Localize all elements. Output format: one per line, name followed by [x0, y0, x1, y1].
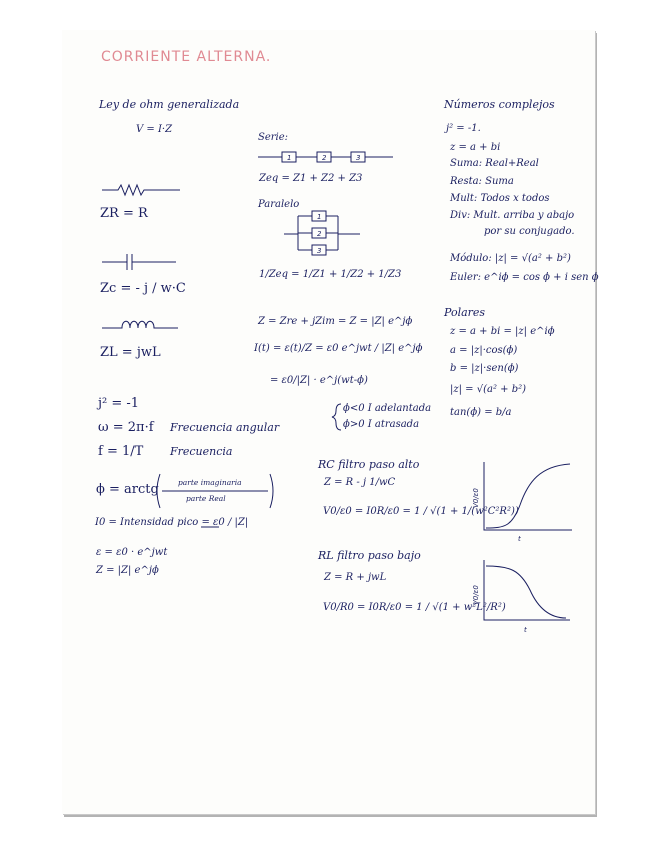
complex-line-3: Suma: Real+Real	[450, 158, 539, 169]
ohm-formula: V = I·Z	[136, 124, 173, 135]
rl-impedance: Z = R + jwL	[324, 572, 387, 583]
phase-lag: ϕ>0 I atrasada	[343, 419, 420, 430]
rl-graph-x-label: t	[524, 626, 527, 634]
parallel-formula: 1/Zeq = 1/Z1 + 1/Z2 + 1/Z3	[259, 269, 402, 280]
z-polar: Z = |Z| e^jϕ	[96, 565, 159, 576]
series-formula: Zeq = Z1 + Z2 + Z3	[259, 173, 363, 184]
rl-ratio: V0/R0 = I0R/ε0 = 1 / √(1 + w²L²/R²)	[323, 602, 506, 613]
parallel-heading: Paralelo	[258, 199, 300, 210]
impedance-line-3: = ε0/|Z| · e^j(wt-ϕ)	[270, 375, 368, 386]
complex-line-4: Resta: Suma	[450, 176, 514, 187]
series-box-1: 1	[287, 154, 292, 162]
rc-heading: RC filtro paso alto	[318, 458, 420, 471]
rc-graph-y-label: V0/ε0	[472, 488, 480, 508]
euler-formula: Euler: e^iϕ = cos ϕ + i sen ϕ	[450, 272, 599, 283]
rc-graph-x-label: t	[518, 535, 521, 543]
emf-formula: ε = ε0 · e^jwt	[96, 547, 168, 558]
polar-line-1: z = a + bi = |z| e^iϕ	[450, 326, 555, 337]
series-heading: Serie:	[258, 132, 289, 143]
phi-denominator: parte Real	[186, 494, 226, 503]
impedance-line-2: I(t) = ε(t)/Z = ε0 e^jwt / |Z| e^jϕ	[254, 343, 423, 354]
complex-heading: Números complejos	[444, 98, 555, 111]
rl-heading: RL filtro paso bajo	[318, 549, 421, 562]
series-box-2: 2	[322, 154, 327, 162]
rc-impedance: Z = R - j 1/wC	[324, 477, 396, 488]
rl-graph-y-label: V0/ε0	[472, 585, 480, 605]
polar-line-4: |z| = √(a² + b²)	[450, 384, 527, 395]
ohm-heading: Ley de ohm generalizada	[99, 98, 240, 111]
frequency-label: Frecuencia	[170, 445, 233, 458]
complex-line-6: Div: Mult. arriba y abajo	[450, 210, 575, 221]
complex-line-1: j² = -1.	[446, 123, 481, 134]
parallel-box-2: 2	[317, 230, 322, 238]
parallel-box-3: 3	[317, 247, 322, 255]
parallel-box-1: 1	[317, 213, 322, 221]
polar-line-2: a = |z|·cos(ϕ)	[450, 345, 518, 356]
modulus-formula: Módulo: |z| = √(a² + b²)	[450, 253, 571, 264]
polar-heading: Polares	[444, 306, 486, 319]
complex-line-7: por su conjugado.	[484, 226, 575, 237]
peak-current: I0 = Intensidad pico = ε0 / |Z|	[95, 517, 249, 528]
j-squared: j² = -1	[98, 396, 140, 411]
zl-formula: ZL = jwL	[100, 345, 161, 360]
page-title: CORRIENTE ALTERNA.	[101, 49, 272, 65]
impedance-line-1: Z = Zre + jZim = Z = |Z| e^jϕ	[258, 316, 413, 327]
complex-line-5: Mult: Todos x todos	[450, 193, 550, 204]
series-box-3: 3	[356, 154, 361, 162]
phase-lead: ϕ<0 I adelantada	[343, 403, 432, 414]
complex-line-2: z = a + bi	[450, 142, 501, 153]
zc-formula: Zc = - j / w·C	[100, 281, 186, 296]
omega-label: Frecuencia angular	[170, 421, 280, 434]
zr-formula: ZR = R	[100, 206, 148, 221]
polar-line-3: b = |z|·sen(ϕ)	[450, 363, 519, 374]
phi-numerator: parte imaginaria	[178, 478, 242, 487]
frequency-formula: f = 1/T	[98, 444, 144, 459]
rc-ratio: V0/ε0 = I0R/ε0 = 1 / √(1 + 1/(w²C²R²))	[323, 506, 519, 517]
polar-line-5: tan(ϕ) = b/a	[450, 407, 512, 418]
omega-formula: ω = 2π·f	[98, 420, 154, 435]
phi-formula: ϕ = arctg	[96, 482, 159, 497]
